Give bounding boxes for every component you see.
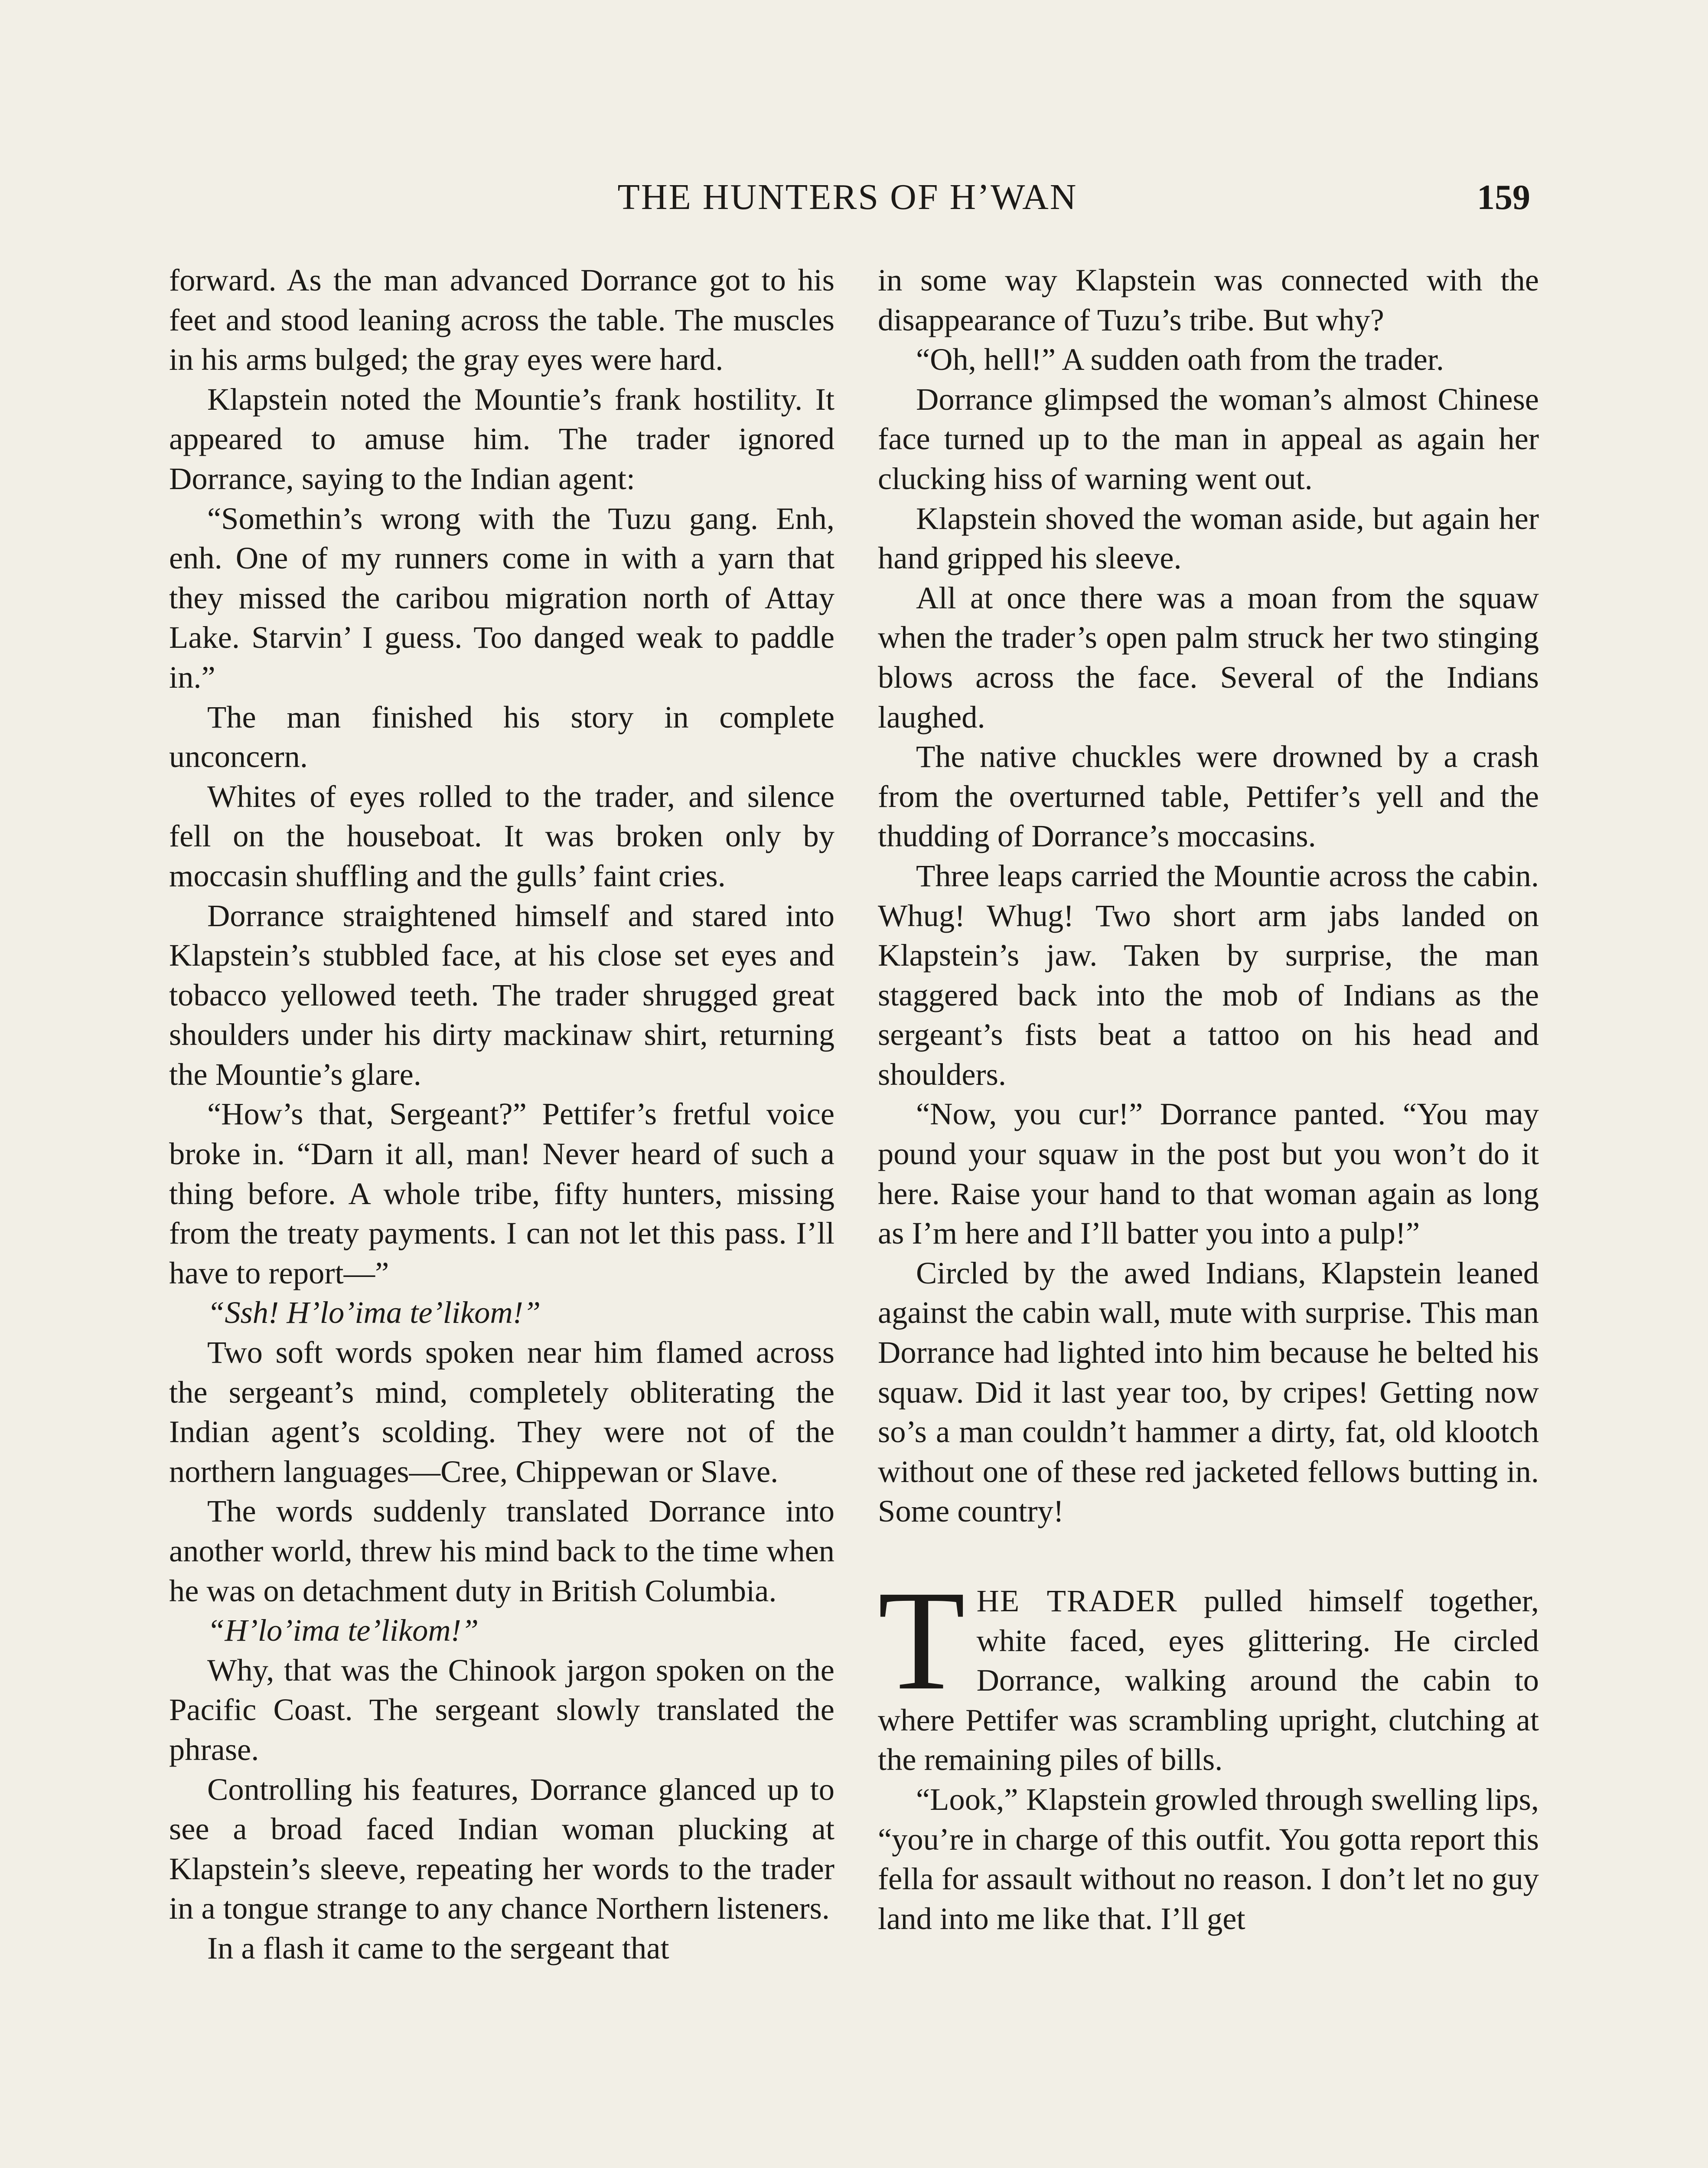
running-title: THE HUNTERS OF H’WAN bbox=[617, 177, 1078, 217]
paragraph: Two soft words spoken near him flamed across the sergeant’s mind, completely obliterating the Indian agent’s scolding. They were not of the northern languages—Cree, Chippewan or Slave. bbox=[169, 1335, 834, 1489]
paragraph: Controlling his features, Dorrance glanced up to see a broad faced Indian woman plucking at Klapstein’s sleeve, repeating her words to the trader in a tongue strange to any chance Northern listeners. bbox=[169, 1771, 834, 1926]
chinook-phrase: “Ssh! H’lo’ima te’likom!” bbox=[207, 1295, 541, 1330]
paragraph: Three leaps carried the Mountie across the cabin. Whug! Whug! Two short arm jabs landed on Klapstein’s jaw. Taken by surprise, the man staggered back into the mob of Indians as the sergeant’s fists beat a tattoo on his head and shoulders. bbox=[878, 858, 1539, 1092]
right-column bbox=[878, 260, 1539, 1938]
paragraph: Klapstein shoved the woman aside, but again her hand gripped his sleeve. bbox=[878, 500, 1539, 576]
paragraph: forward. As the man advanced Dorrance got to his feet and stood leaning across the table. The muscles in his arms bulged; the gray eyes were hard. bbox=[169, 262, 834, 377]
paragraph: “Somethin’s wrong with the Tuzu gang. Enh, enh. One of my runners come in with a yarn that they missed the caribou migration north of Attay Lake. Starvin’ I guess. Too danged weak to paddle in.” bbox=[169, 500, 834, 695]
paragraph: Circled by the awed Indians, Klapstein leaned against the cabin wall, mute with surprise. This man Dorrance had lighted into him because he belted his squaw. Did it last year too, by cripes! Getting now so’s a man couldn’t hammer a dirty, fat, old klootch without one of these red jacketed fellows butting in. Some country! bbox=[878, 1255, 1539, 1529]
paragraph: Whites of eyes rolled to the trader, and silence fell on the houseboat. It was broken only by moccasin shuffling and the gulls’ faint cries. bbox=[169, 778, 834, 893]
paragraph: “How’s that, Sergeant?” Pettifer’s fretful voice broke in. “Darn it all, man! Never heard of such a thing before. A whole tribe, fifty hunters, missing from the treaty payments. I can not let this pass. I’ll have to report—” bbox=[169, 1096, 834, 1290]
left-column bbox=[169, 260, 834, 1968]
paragraph: Dorrance straightened himself and stared into Klapstein’s stubbled face, at his close set eyes and tobacco yellowed teeth. The trader shrugged great shoulders under his dirty mackinaw shirt, returning the Mountie’s glare. bbox=[169, 898, 834, 1092]
running-head bbox=[165, 173, 1530, 221]
section-opening-paragraph bbox=[878, 1561, 1539, 1779]
paragraph: in some way Klapstein was connected with the disappearance of Tuzu’s tribe. But why? bbox=[878, 262, 1539, 337]
paragraph: Dorrance glimpsed the woman’s almost Chinese face turned up to the man in appeal as again her clucking hiss of warning went out. bbox=[878, 381, 1539, 496]
paragraph: Klapstein noted the Mountie’s frank hostility. It appeared to amuse him. The trader ignored Dorrance, saying to the Indian agent: bbox=[169, 381, 834, 496]
paragraph: The native chuckles were drowned by a crash from the overturned table, Pettifer’s yell and the thudding of Dorrance’s moccasins. bbox=[878, 739, 1539, 854]
chinook-phrase: “H’lo’ima te’likom!” bbox=[207, 1613, 479, 1648]
section-lead-words: HE TRADER bbox=[976, 1583, 1178, 1618]
paragraph: The words suddenly translated Dorrance into another world, threw his mind back to the time when he was on detachment duty in British Columbia. bbox=[169, 1493, 834, 1608]
paragraph: The man finished his story in complete unconcern. bbox=[169, 699, 834, 774]
page-number: 159 bbox=[1477, 177, 1530, 217]
paragraph: “Now, you cur!” Dorrance panted. “You may pound your squaw in the post but you won’t do it here. Raise your hand to that woman again as long as I’m here and I’ll batter you into a pulp!” bbox=[878, 1096, 1539, 1251]
paragraph: “Oh, hell!” A sudden oath from the trader. bbox=[916, 342, 1444, 377]
paragraph: All at once there was a moan from the squaw when the trader’s open palm struck her two stinging blows across the face. Several of the Indians laughed. bbox=[878, 580, 1539, 735]
drop-cap: T bbox=[878, 1561, 965, 1720]
section-text: pulled himself together, white faced, eyes glittering. He circled Dorrance, walking around the cabin to where Pettifer was scrambling upright, clutching at the remaining piles of bills. bbox=[878, 1583, 1539, 1777]
paragraph: Why, that was the Chinook jargon spoken on the Pacific Coast. The sergeant slowly translated the phrase. bbox=[169, 1652, 834, 1767]
paragraph: In a flash it came to the sergeant that bbox=[207, 1930, 669, 1966]
paragraph: “Look,” Klapstein growled through swelling lips, “you’re in charge of this outfit. You gotta report this fella for assault without no reason. I don’t let no guy land into me like that. I’ll get bbox=[878, 1781, 1539, 1936]
